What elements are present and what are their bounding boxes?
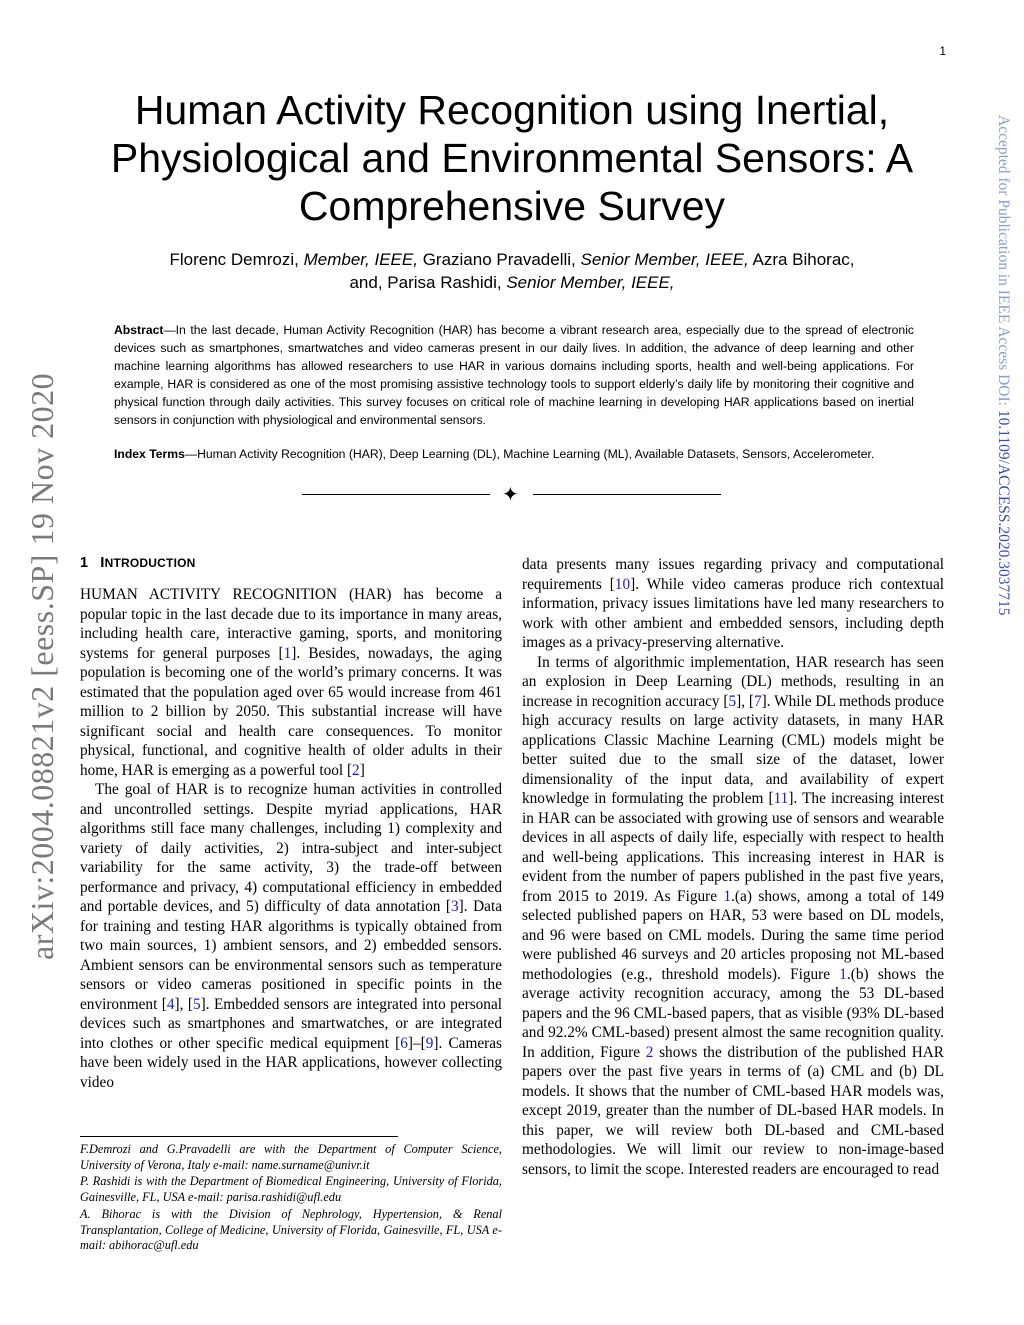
author-name: Azra Bihorac, xyxy=(752,250,855,269)
paragraph xyxy=(522,555,944,653)
text-run: ]. While DL methods produce high accuracy results on large activity datasets, in many HAR applications Classic Machine Learning (CML) models might be better suited due to the small size of the dataset, lower dimensionality of the input data, and availability of expert knowledge in formulating the problem [ xyxy=(522,692,944,807)
author-name: Graziano Pravadelli, xyxy=(422,250,576,269)
author-role: Member, IEEE, xyxy=(303,250,418,269)
citation-link[interactable]: 5 xyxy=(192,995,201,1013)
citation-link[interactable]: 1 xyxy=(283,644,292,662)
arxiv-stamp: arXiv:2004.08821v2 [eess.SP] 19 Nov 2020 xyxy=(24,372,60,960)
abstract xyxy=(114,321,914,429)
text-run: ]. Cameras have been widely used in the HAR applications, however collecting video xyxy=(80,1034,502,1091)
paragraph xyxy=(80,780,502,1092)
footnote: A. Bihorac is with the Division of Nephrology, Hypertension, & Renal Transplantation, College of Medicine, University of Florida, Gainesville, FL, USA e-mail: abihorac@ufl.edu xyxy=(80,1206,502,1253)
footnote-rule xyxy=(80,1136,398,1137)
lead-in: HUMAN ACTIVITY RECOGNITION xyxy=(80,586,337,603)
paragraph xyxy=(522,653,944,1180)
page-number: 1 xyxy=(939,44,946,58)
text-run: data presents many issues regarding privacy and computational requirements [ xyxy=(522,556,944,593)
citation-link[interactable]: 6 xyxy=(400,1034,408,1052)
accepted-text: Accepted for Publication in IEEE Access DOI: xyxy=(995,115,1012,410)
author-role: Senior Member, IEEE, xyxy=(506,273,675,292)
index-terms xyxy=(114,445,914,463)
divider-line-right xyxy=(533,494,721,495)
paragraph xyxy=(80,585,502,780)
abstract-text: —In the last decade, Human Activity Recognition (HAR) has become a vibrant research area, especially due to the spread of electronic devices such as smartphones, smartwatches and video cameras present in our daily lives. In addition, the advance of deep learning and other machine learning algorithms has allowed researchers to use HAR in various domains including sports, health and well-being applications. For example, HAR is considered as one of the most promising assistive technology tools to support elderly’s daily life by monitoring their cognitive and physical function through daily activities. This survey focuses on critical role of machine learning in developing HAR applications based on inertial sensors in conjunction with physiological and environmental sensors. xyxy=(114,323,914,427)
figure-link[interactable]: 2 xyxy=(645,1043,654,1061)
divider-line-left xyxy=(302,494,490,495)
text-run: In terms of algorithmic implementation, HAR research has seen an explosion in Deep Learning (DL) methods, resulting in an increase in recognition accuracy [ xyxy=(522,653,944,710)
citation-link[interactable]: 2 xyxy=(352,761,360,779)
index-terms-label: Index Terms xyxy=(114,447,185,461)
footnote: P. Rashidi is with the Department of Biomedical Engineering, University of Florida, Gainesville, FL, USA e-mail: parisa.rashidi@ufl.edu xyxy=(80,1174,502,1205)
figure-link[interactable]: 1 xyxy=(839,965,847,983)
section-title-rest: NTRODUCTION xyxy=(104,556,196,570)
footnotes xyxy=(80,1142,502,1255)
author-name: Florenc Demrozi, xyxy=(169,250,299,269)
footnote: F.Demrozi and G.Pravadelli are with the Department of Computer Science, University of Verona, Italy e-mail: name.surname@univr.it xyxy=(80,1142,502,1172)
abstract-label: Abstract xyxy=(114,323,164,337)
section-title-initial: I xyxy=(100,554,105,571)
text-run: ]–[ xyxy=(407,1034,426,1052)
text-run: ]. The increasing interest in HAR can be associated with growing use of sensors and wearable devices in all aspects of daily life, especially with respect to health and well-being applications. This increasing interest in HAR is evident from the number of papers published in the past five years, from 2015 to 2019. As Figure xyxy=(522,790,944,905)
author-name: and, Parisa Rashidi, xyxy=(349,273,502,292)
divider-star-icon: ✦ xyxy=(502,482,519,506)
text-run: The goal of HAR is to recognize human activities in controlled and uncontrolled settings. Despite myriad applications, HAR algorithms still face many challenges, including 1) complexity and variety of daily activities, 2) intra-subject and inter-subject variability for the same activity, 3) the trade-off between performance and privacy, 4) computational efficiency in embedded and portable devices, and 5) difficulty of data annotation [ xyxy=(80,781,502,915)
accepted-stamp xyxy=(994,115,1012,695)
text-run: .(b) shows the average activity recognition accuracy, among the 53 DL-based papers and the 96 CML-based papers, that as visible (93% DL-based and 92.2% CML-based) present almost the same recognition quality. In addition, Figure xyxy=(522,965,945,1061)
section-heading xyxy=(80,553,502,573)
text-run: shows the distribution of the published HAR papers over the past five years in terms of (a) CML and (b) DL models. It shows that the number of CML-based HAR models was, except 2019, greater than the number of DL-based HAR models. In this paper, we will review both DL-based and CML-based methodologies. We will limit our review to non-image-based sensors, to limit the scope. Interested readers are encouraged to read xyxy=(522,1043,944,1178)
text-run: ] xyxy=(359,761,365,779)
text-run: ]. Besides, nowadays, the aging population is becoming one of the world’s primary concerns. It was estimated that the population aged over 65 would increase from 461 million to 2 billion by 2050. This substantial increase will have significant social and health care consequences. To monitor physical, functional, and cognitive health of older adults in their home, HAR is emerging as a powerful tool [ xyxy=(80,644,502,779)
author-role: Senior Member, IEEE, xyxy=(580,250,749,269)
left-column xyxy=(80,553,502,1092)
citation-link[interactable]: 11 xyxy=(773,790,789,807)
figure-link[interactable]: 1 xyxy=(723,887,732,905)
citation-link[interactable]: 10 xyxy=(614,575,631,593)
text-run: ]. While video cameras produce rich contextual information, privacy issues limitations have led many researchers to work with other ambient and embedded sensors, including depth images as a privacy-preserving alternative. xyxy=(522,575,944,651)
text-run: (HAR) has become a popular topic in the last decade due to its importance in many areas, including health care, interactive gaming, sports, and monitoring systems for general purposes [ xyxy=(80,586,502,662)
citation-link[interactable]: 7 xyxy=(754,692,762,710)
section-number: 1 xyxy=(80,555,89,571)
index-terms-text: —Human Activity Recognition (HAR), Deep Learning (DL), Machine Learning (ML), Available Datasets, Sensors, Accelerometer. xyxy=(184,447,875,461)
text-run: ], [ xyxy=(174,995,193,1013)
citation-link[interactable]: 5 xyxy=(728,692,737,710)
doi-link[interactable]: 10.1109/ACCESS.2020.3037715 xyxy=(995,409,1012,616)
text-run: .(a) shows, among a total of 149 selected published papers on HAR, 53 were based on DL models, and 96 were based on CML models. During the same time period were published 46 surveys and 20 articles proposing not ML-based methodologies (e.g., threshold models). Figure xyxy=(522,887,944,983)
paper-title: Human Activity Recognition using Inertial, Physiological and Environmental Sensors: A Comprehensive Survey xyxy=(110,87,914,229)
citation-link[interactable]: 4 xyxy=(166,995,175,1013)
author-list xyxy=(90,248,934,294)
right-column xyxy=(522,555,944,1179)
citation-link[interactable]: 9 xyxy=(425,1034,434,1052)
citation-link[interactable]: 3 xyxy=(451,898,459,915)
text-run: ]. Embedded sensors are integrated into personal devices such as smartphones and smartwatches, or are integrated into clothes or other specific medical equipment [ xyxy=(80,995,502,1052)
text-run: ]. Data for training and testing HAR algorithms is typically obtained from two main sources, 1) ambient sensors, and 2) embedded sensors. Ambient sensors can be environmental sensors such as temperature sensors or video cameras positioned in specific points in the environment [ xyxy=(80,898,502,1013)
text-run: ], [ xyxy=(736,692,754,710)
